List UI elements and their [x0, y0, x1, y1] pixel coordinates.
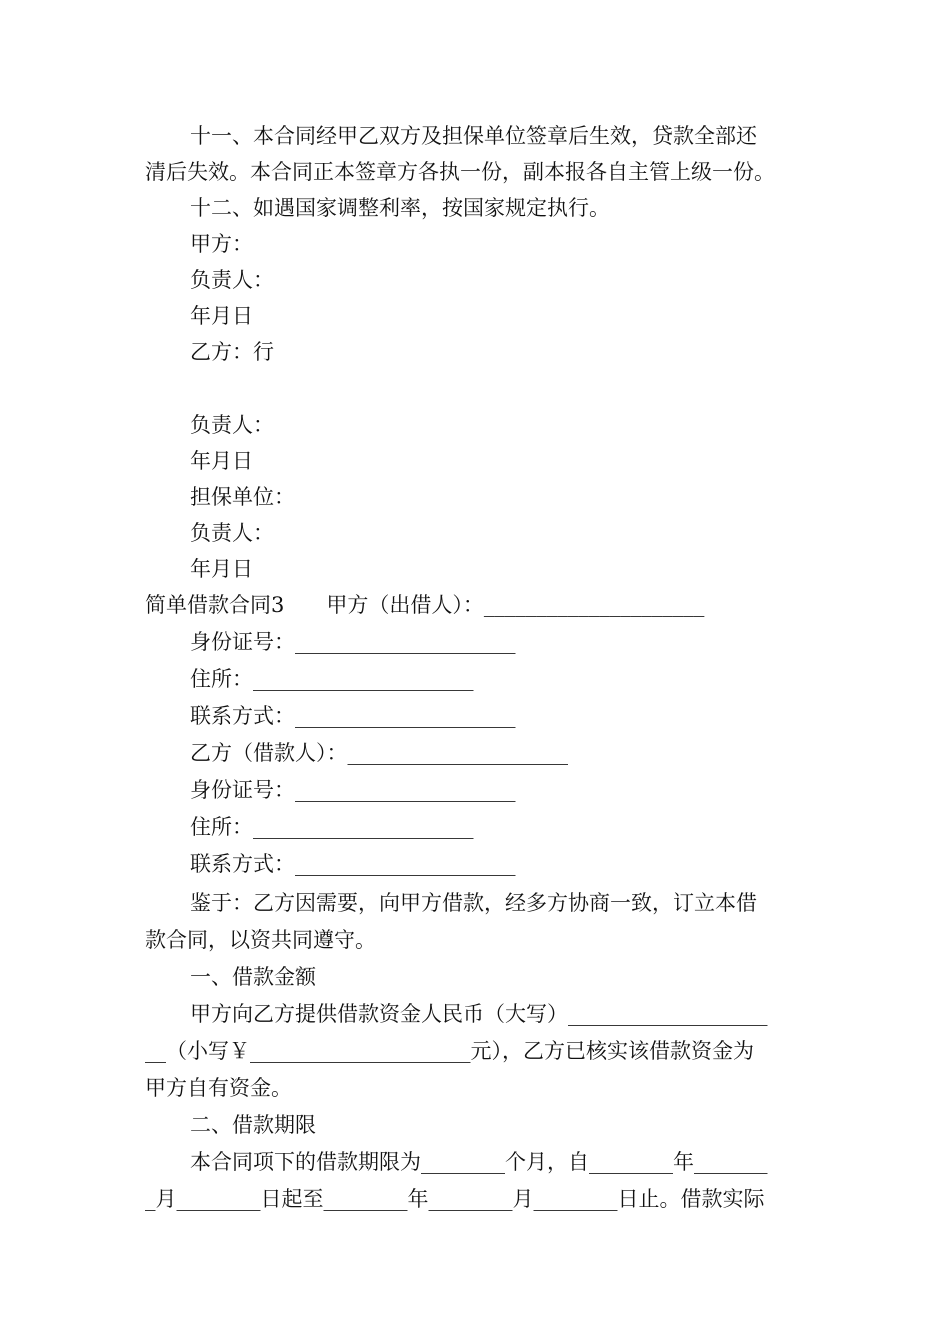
clause-12: 十二、如遇国家调整利率，按国家规定执行。: [190, 196, 610, 220]
lender-id-number: 身份证号：_____________________: [190, 630, 516, 654]
section-1-heading: 一、借款金额: [190, 965, 316, 989]
term-line-2: _月________日起至________年________月________日止。借款实际: [145, 1187, 765, 1211]
amount-line-2: __（小写￥_____________________元），乙方已核实该借款资金为: [145, 1039, 754, 1063]
recital-line-1: 鉴于：乙方因需要，向甲方借款，经多方协商一致，订立本借: [190, 891, 757, 915]
borrower-address: 住所：_____________________: [190, 815, 474, 839]
amount-line-1: 甲方向乙方提供借款资金人民币（大写）___________________: [190, 1002, 768, 1026]
party-a-date: 年月日: [190, 304, 253, 328]
lender-address: 住所：_____________________: [190, 667, 474, 691]
party-a-label: 甲方：: [190, 232, 253, 256]
section-2-heading: 二、借款期限: [190, 1113, 316, 1137]
party-b-date: 年月日: [190, 449, 253, 473]
amount-line-3: 甲方自有资金。: [145, 1076, 292, 1100]
guarantor-label: 担保单位：: [190, 485, 295, 509]
term-line-1: 本合同项下的借款期限为________个月，自________年_______: [190, 1150, 768, 1174]
borrower-label: 乙方（借款人）：_____________________: [190, 741, 568, 765]
borrower-id-number: 身份证号：_____________________: [190, 778, 516, 802]
guarantor-responsible: 负责人：: [190, 521, 274, 545]
clause-11-line-1: 十一、本合同经甲乙双方及担保单位签章后生效，贷款全部还: [190, 124, 757, 148]
party-b-label: 乙方：行: [190, 340, 274, 364]
recital-line-2: 款合同，以资共同遵守。: [145, 928, 376, 952]
party-a-responsible: 负责人：: [190, 268, 274, 292]
borrower-contact: 联系方式：_____________________: [190, 852, 516, 876]
guarantor-date: 年月日: [190, 557, 253, 581]
contract-3-heading: 简单借款合同3 甲方（出借人）：_____________________: [145, 593, 705, 617]
clause-11-line-2: 清后失效。本合同正本签章方各执一份，副本报各自主管上级一份。: [145, 160, 775, 184]
lender-contact: 联系方式：_____________________: [190, 704, 516, 728]
party-b-responsible: 负责人：: [190, 413, 274, 437]
